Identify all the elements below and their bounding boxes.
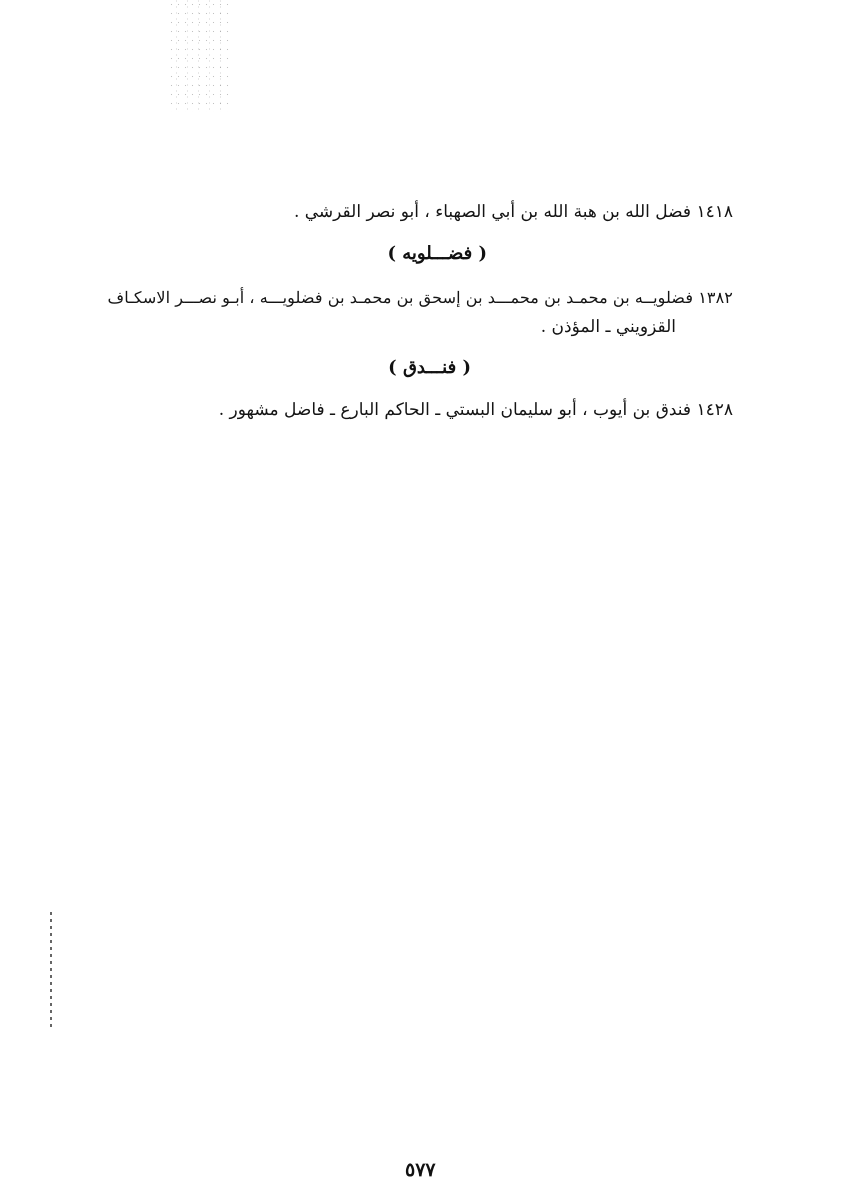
scan-edge-mark <box>50 912 52 1027</box>
section-heading-fadluyah: ( فضـــلويه ) <box>387 243 487 264</box>
section-heading-funduq: ( فنـــدق ) <box>388 357 471 378</box>
entry-1382-line-1: ١٣٨٢ فضلويــه بن محمـد بن محمـــد بن إسحق بن محمـد بن فضلويـــه ، أبـو نصـــر الاسكـاف <box>107 288 733 307</box>
entry-1418: ١٤١٨ فضل الله بن هبة الله بن أبي الصهباء ، أبو نصر القرشي . <box>293 202 733 222</box>
scan-speckle-decoration <box>168 0 230 112</box>
page-number: ٥٧٧ <box>405 1159 436 1181</box>
entry-1428: ١٤٢٨ فندق بن أيوب ، أبو سليمان البستي ـ الحاكم البارع ـ فاضل مشهور . <box>218 400 733 420</box>
entry-1382-line-2: القزويني ـ المؤذن . <box>540 317 676 337</box>
